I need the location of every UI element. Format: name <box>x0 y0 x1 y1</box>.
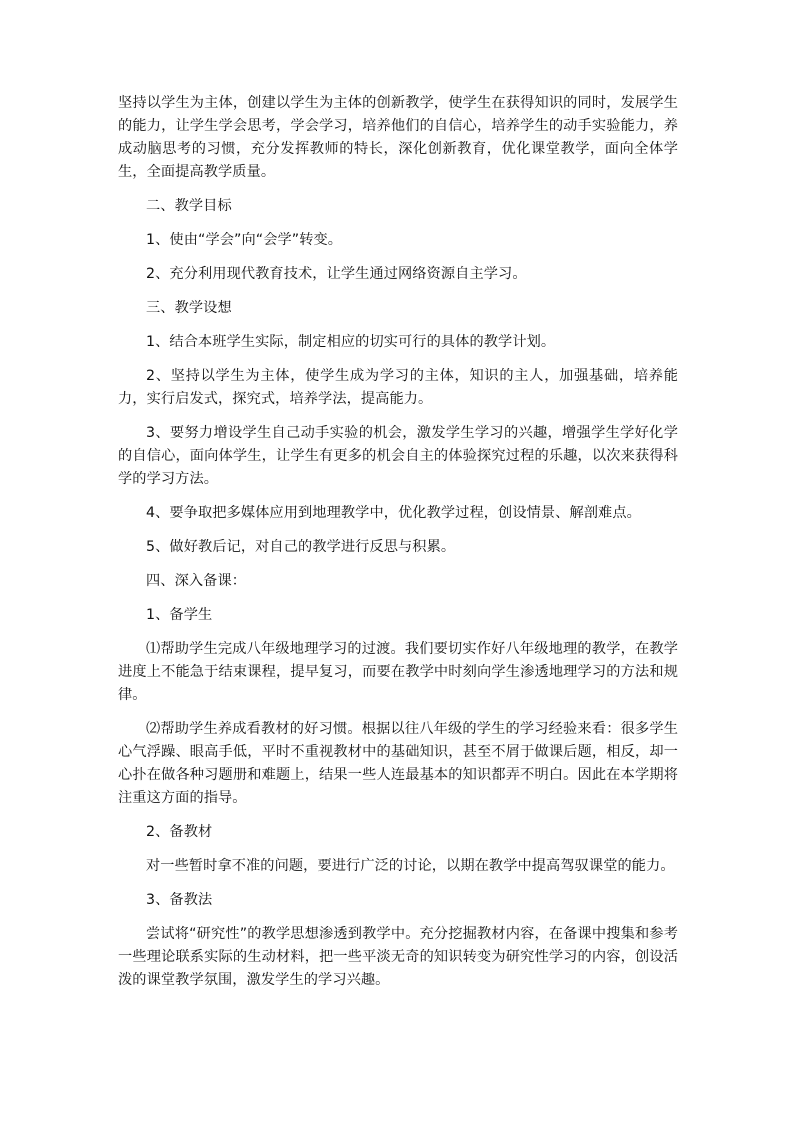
goal-item-2: 2、充分利用现代教育技术，让学生通过网络资源自主学习。 <box>146 266 527 282</box>
plan-item-5: 5、做好教后记，对自己的教学进行反思与积累。 <box>146 539 456 555</box>
section-heading-lesson-prep: 四、深入备课： <box>146 573 247 589</box>
materials-paragraph: 对一些暂时拿不准的问题，要进行广泛的讨论，以期在教学中提高驾驭课堂的能力。 <box>146 858 675 874</box>
subheading-prepare-students: 1、备学生 <box>146 607 213 623</box>
plan-item-2: 2、坚持以学生为主体，使学生成为学习的主体，知识的主人，加强基础，培养能力，实行启发式，探究式，培养学法，提高能力。 <box>118 368 678 407</box>
subheading-prepare-materials: 2、备教材 <box>146 824 213 840</box>
plan-item-4: 4、要争取把多媒体应用到地理教学中，优化教学过程，创设情景、解剖难点。 <box>146 505 641 521</box>
goal-item-1: 1、使由“学会”向“会学”转变。 <box>146 232 343 248</box>
plan-item-1: 1、结合本班学生实际，制定相应的切实可行的具体的教学计划。 <box>146 334 556 350</box>
students-item-2: ⑵帮助学生养成看教材的好习惯。根据以往八年级的学生的学习经验来看：很多学生心气浮躁、眼高手低，平时不重视教材中的基础知识，甚至不屑于做课后题，相反，却一心扑在做各种习题册和难题上，结果一些人连最基本的知识都弄不明白。因此在本学期将注重这方面的指导。 <box>118 721 678 806</box>
paragraph-intro: 坚持以学生为主体，创建以学生为主体的创新教学，使学生在获得知识的同时，发展学生的能力，让学生学会思考，学会学习，培养他们的自信心，培养学生的动手实验能力，养成动脑思考的习惯，充分发挥教师的特长，深化创新教育，优化课堂教学，面向全体学生，全面提高教学质量。 <box>118 95 678 180</box>
section-heading-teaching-plan: 三、教学设想 <box>146 300 232 316</box>
subheading-prepare-methods: 3、备教法 <box>146 892 213 908</box>
students-item-1: ⑴帮助学生完成八年级地理学习的过渡。我们要切实作好八年级地理的教学，在教学进度上不能急于结束课程，提早复习，而要在教学中时刻向学生渗透地理学习的方法和规律。 <box>118 641 678 703</box>
methods-paragraph: 尝试将“研究性”的教学思想渗透到教学中。充分挖掘教材内容，在备课中搜集和参考一些理论联系实际的生动材料，把一些平淡无奇的知识转变为研究性学习的内容，创设活泼的课堂教学氛围，激发学生的学习兴趣。 <box>118 926 678 988</box>
document-page <box>118 92 678 992</box>
section-heading-teaching-goals: 二、教学目标 <box>146 198 232 214</box>
plan-item-3: 3、要努力增设学生自己动手实验的机会，激发学生学习的兴趣，增强学生学好化学的自信心，面向体学生，让学生有更多的机会自主的体验探究过程的乐趣，以次来获得科学的学习方法。 <box>118 425 678 487</box>
